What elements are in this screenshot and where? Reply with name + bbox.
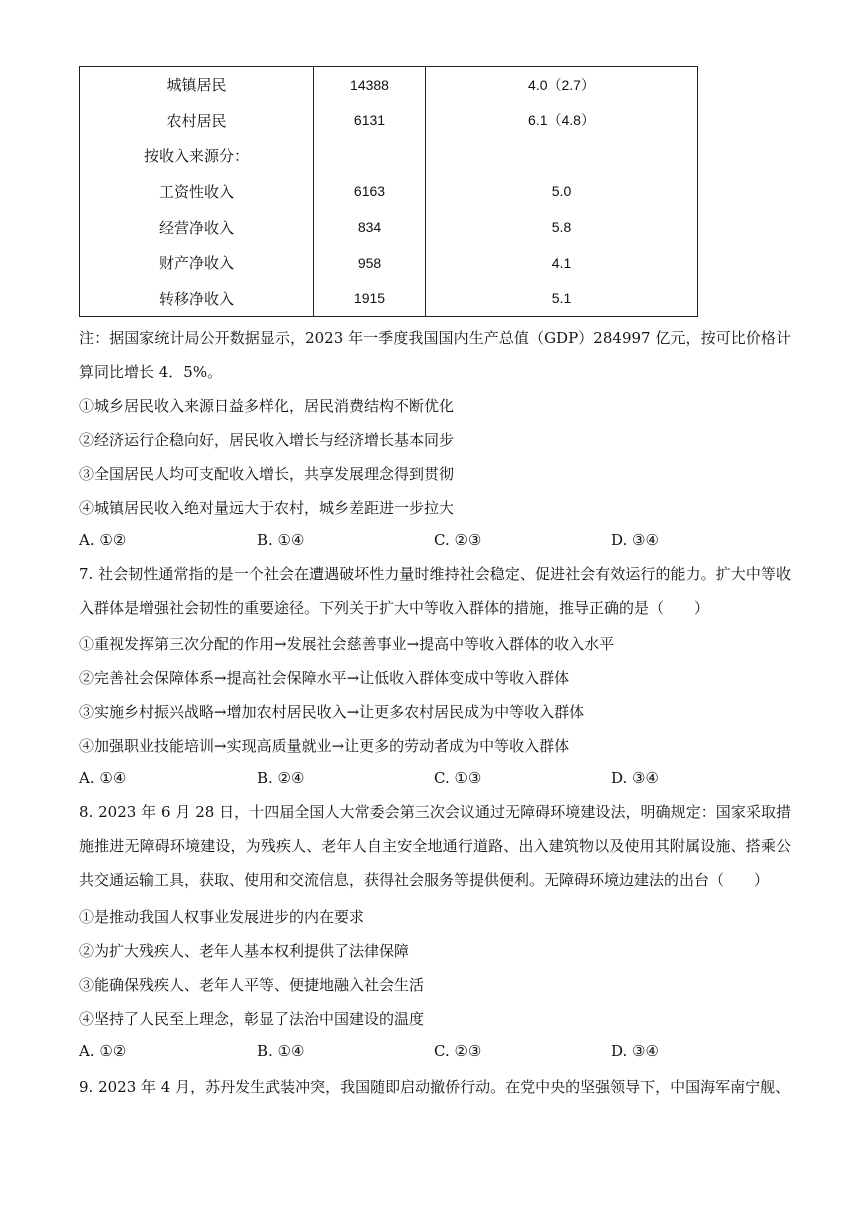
q7-statement-2: ②完善社会保障体系→提高社会保障水平→让低收入群体变成中等收入群体 — [79, 669, 570, 687]
row-label: 财产净收入 — [80, 245, 314, 281]
row-label: 按收入来源分： — [80, 138, 314, 174]
option-c[interactable]: C. ①③ — [434, 769, 482, 787]
q6-options — [79, 531, 699, 553]
q7-options — [79, 769, 699, 791]
table-row — [80, 103, 698, 139]
option-a[interactable]: A. ①② — [79, 531, 127, 549]
table-row — [80, 280, 698, 316]
q7-statement-3: ③实施乡村振兴战略→增加农村居民收入→让更多农村居民成为中等收入群体 — [79, 703, 585, 721]
table-row — [80, 174, 698, 210]
q8-statement-1: ①是推动我国人权事业发展进步的内在要求 — [79, 908, 365, 926]
option-b[interactable]: B. ②④ — [257, 769, 305, 787]
q8-statement-2: ②为扩大残疾人、老年人基本权利提供了法律保障 — [79, 942, 410, 960]
option-d[interactable]: D. ③④ — [611, 769, 659, 787]
q6-note: 注：据国家统计局公开数据显示，2023 年一季度我国国内生产总值（GDP）284997 亿元，按可比价格计算同比增长 4．5%。 — [79, 329, 791, 381]
q6-statement-3: ③全国居民人均可支配收入增长，共享发展理念得到贯彻 — [79, 465, 455, 483]
row-value: 958 — [314, 245, 426, 281]
row-growth: 4.0（2.7） — [426, 67, 698, 103]
row-growth: 5.0 — [426, 174, 698, 210]
option-d[interactable]: D. ③④ — [611, 1042, 659, 1060]
table-row — [80, 138, 698, 174]
row-value: 6131 — [314, 103, 426, 139]
row-label: 城镇居民 — [80, 67, 314, 103]
option-a[interactable]: A. ①④ — [79, 769, 127, 787]
option-b[interactable]: B. ①④ — [257, 1042, 305, 1060]
row-label: 转移净收入 — [80, 280, 314, 316]
q8-stem: 8. 2023 年 6 月 28 日，十四届全国人大常委会第三次会议通过无障碍环境建设法，明确规定：国家采取措施推进无障碍环境建设，为残疾人、老年人自主安全地通行道路、出入建筑物以及使用其附属设施、搭乘公共交通运输工具，获取、使用和交流信息，获得社会服务等提供便利。无障碍环境边建法的出台（ ） — [79, 803, 791, 889]
row-label: 经营净收入 — [80, 209, 314, 245]
row-growth: 5.8 — [426, 209, 698, 245]
row-growth: 6.1（4.8） — [426, 103, 698, 139]
row-value: 6163 — [314, 174, 426, 210]
q7-stem: 7. 社会韧性通常指的是一个社会在遭遇破坏性力量时维持社会稳定、促进社会有效运行的能力。扩大中等收入群体是增强社会韧性的重要途径。下列关于扩大中等收入群体的措施，推导正确的是（ ） — [79, 565, 791, 617]
option-d[interactable]: D. ③④ — [611, 531, 659, 549]
option-c[interactable]: C. ②③ — [434, 1042, 482, 1060]
q8-options — [79, 1042, 699, 1064]
income-table — [79, 66, 698, 317]
table-row — [80, 245, 698, 281]
row-value: 14388 — [314, 67, 426, 103]
row-growth — [426, 138, 698, 174]
row-value: 1915 — [314, 280, 426, 316]
table-row — [80, 67, 698, 103]
row-growth: 4.1 — [426, 245, 698, 281]
q8-statement-3: ③能确保残疾人、老年人平等、便捷地融入社会生活 — [79, 976, 425, 994]
q6-statement-4: ④城镇居民收入绝对量远大于农村，城乡差距进一步拉大 — [79, 499, 455, 517]
option-c[interactable]: C. ②③ — [434, 531, 482, 549]
q7-statement-1: ①重视发挥第三次分配的作用→发展社会慈善事业→提高中等收入群体的收入水平 — [79, 635, 615, 653]
q6-statement-1: ①城乡居民收入来源日益多样化，居民消费结构不断优化 — [79, 397, 455, 415]
row-growth: 5.1 — [426, 280, 698, 316]
row-label: 工资性收入 — [80, 174, 314, 210]
row-label: 农村居民 — [80, 103, 314, 139]
q9-stem: 9. 2023 年 4 月，苏丹发生武装冲突，我国随即启动撤侨行动。在党中央的坚强领导下，中国海军南宁舰、 — [79, 1078, 791, 1096]
option-a[interactable]: A. ①② — [79, 1042, 127, 1060]
q6-statement-2: ②经济运行企稳向好，居民收入增长与经济增长基本同步 — [79, 431, 455, 449]
q8-statement-4: ④坚持了人民至上理念，彰显了法治中国建设的温度 — [79, 1010, 425, 1028]
row-value: 834 — [314, 209, 426, 245]
row-value — [314, 138, 426, 174]
table-row — [80, 209, 698, 245]
q7-statement-4: ④加强职业技能培训→实现高质量就业→让更多的劳动者成为中等收入群体 — [79, 737, 570, 755]
option-b[interactable]: B. ①④ — [257, 531, 305, 549]
